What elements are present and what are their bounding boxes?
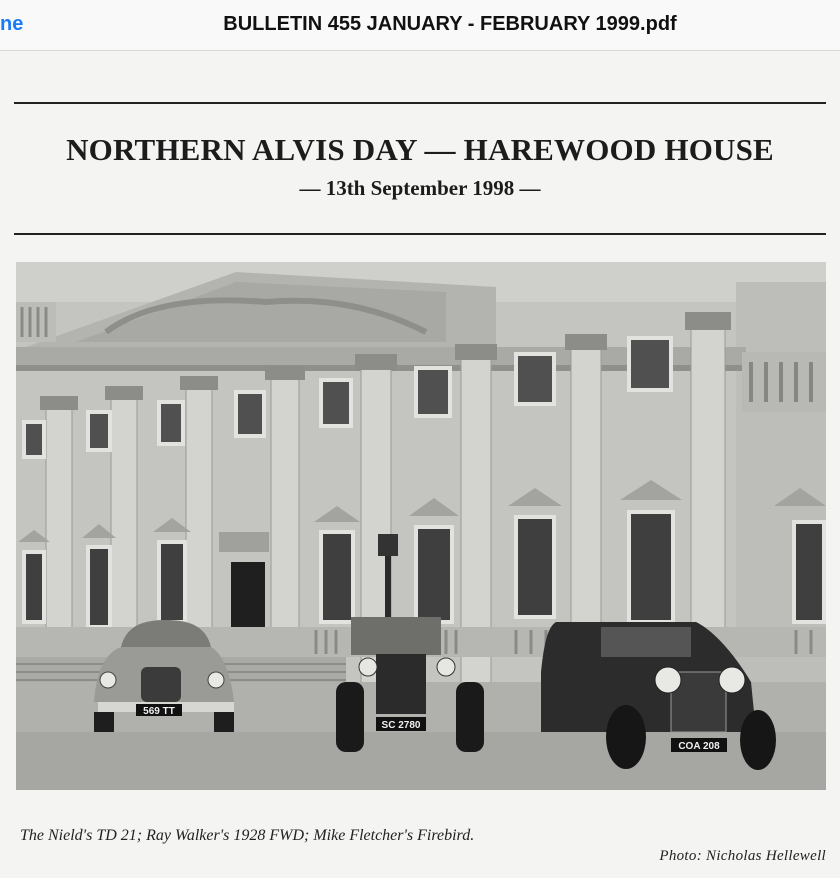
pdf-page[interactable]	[0, 51, 840, 878]
plate-fwd: SC 2780	[381, 720, 421, 731]
pdf-viewer-toolbar	[0, 0, 840, 51]
photo-illustration	[16, 262, 826, 790]
document-title: BULLETIN 455 JANUARY - FEBRUARY 1999.pdf	[223, 13, 677, 35]
back-button[interactable]: ne	[0, 13, 24, 35]
article-date: — 13th September 1998 —	[299, 176, 541, 200]
bottom-rule	[14, 233, 826, 235]
article-headline: NORTHERN ALVIS DAY — HAREWOOD HOUSE	[66, 132, 774, 167]
top-rule	[14, 102, 826, 104]
plate-firebird: COA 208	[678, 741, 720, 752]
harewood-house-photo	[16, 262, 826, 790]
plate-td21: 569 TT	[143, 706, 175, 717]
photo-caption: The Nield's TD 21; Ray Walker's 1928 FWD; Mike Fletcher's Firebird.	[20, 827, 475, 844]
photo-credit: Photo: Nicholas Hellewell	[659, 848, 826, 864]
